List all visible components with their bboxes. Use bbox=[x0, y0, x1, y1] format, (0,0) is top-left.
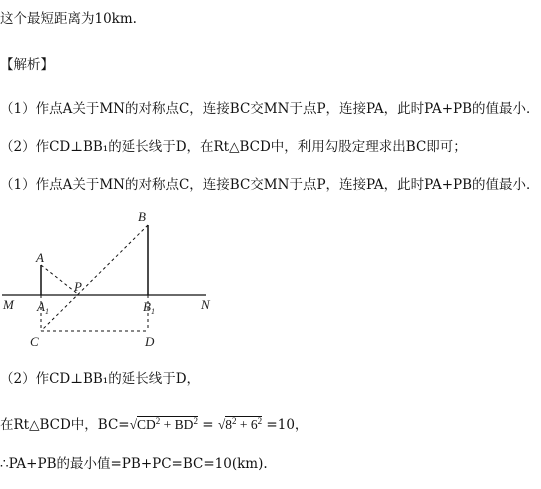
analysis-heading: 【解析】 bbox=[0, 57, 54, 73]
label-a: A bbox=[36, 250, 44, 265]
calc-result: =10， bbox=[262, 417, 309, 433]
label-b: B bbox=[138, 209, 146, 224]
step1-repeat-text: （1）作点A关于MN的对称点C，连接BC交MN于点P，连接PA，此时PA+PB的值最小． bbox=[0, 177, 540, 193]
step2-text: （2）作CD⊥BB₁的延长线于D，在Rt△BCD中，利用勾股定理求出BC即可； bbox=[0, 139, 467, 155]
calc-prefix: 在Rt△BCD中，BC= bbox=[0, 417, 130, 433]
step2-repeat-text: （2）作CD⊥BB₁的延长线于D， bbox=[0, 371, 201, 387]
label-c: C bbox=[30, 334, 39, 349]
step1-text: （1）作点A关于MN的对称点C，连接BC交MN于点P，连接PA，此时PA+PB的值最小． bbox=[0, 101, 540, 117]
conclusion-text: ∴PA+PB的最小值=PB+PC=BC=10(km). bbox=[0, 456, 268, 472]
sqrt-expression-2: $√8^2 + 6^2$ bbox=[217, 416, 263, 432]
calculation-line: 在Rt△BCD中，$BC=√CD^2 + BD^2 = √8^2 + 6^2 =10$， bbox=[0, 416, 309, 433]
label-a1: $A_1$ bbox=[37, 299, 49, 316]
sqrt-expression-1: $√CD^2 + BD^2$ bbox=[129, 416, 198, 432]
intro-line: 这个最短距离为10km. bbox=[0, 11, 137, 27]
label-p: P bbox=[74, 279, 82, 294]
label-m: M bbox=[3, 297, 14, 312]
label-n: N bbox=[201, 297, 210, 312]
geometry-figure bbox=[0, 205, 220, 355]
label-b1: $B_1$ bbox=[143, 299, 155, 316]
label-d: D bbox=[145, 334, 155, 349]
